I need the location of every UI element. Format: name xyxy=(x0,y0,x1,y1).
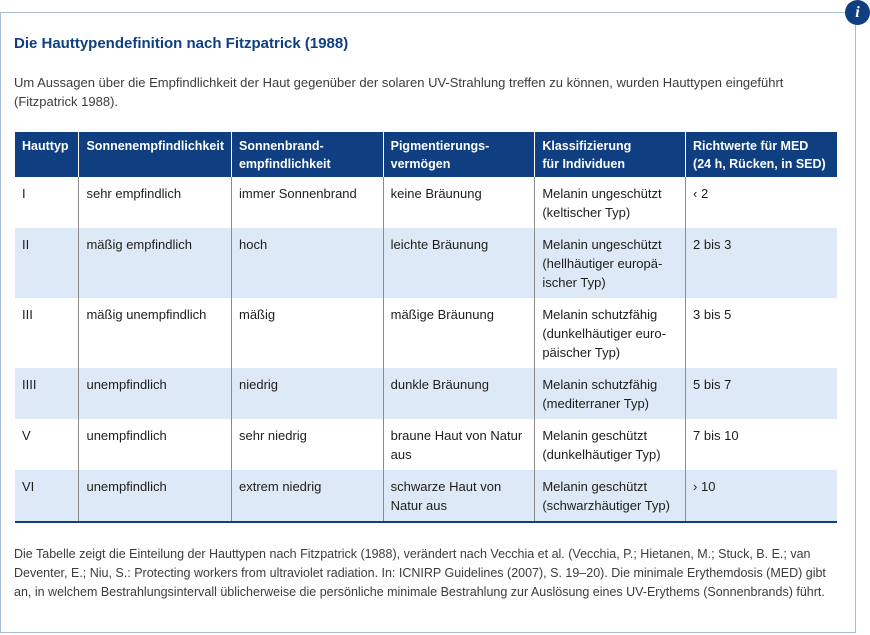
table-header-row xyxy=(15,132,837,177)
table-cell xyxy=(15,470,79,522)
table-cell xyxy=(15,419,79,470)
header-line: Pigmentierungs- xyxy=(390,139,490,153)
cell-line: unempfindlich xyxy=(86,479,167,494)
cell-line: › 10 xyxy=(693,479,716,494)
table-cell xyxy=(383,368,535,419)
cell-line: päischer Typ) xyxy=(542,345,621,360)
table-row xyxy=(15,419,837,470)
header-line: für Individuen xyxy=(542,157,625,171)
table-cell xyxy=(686,177,837,228)
cell-line: leichte Bräunung xyxy=(390,237,489,252)
table-cell xyxy=(79,228,232,298)
header-line: Klassifizierung xyxy=(542,139,632,153)
table-row xyxy=(15,470,837,522)
cell-line: (dunkelhäutiger euro- xyxy=(542,326,666,341)
header-line: vermögen xyxy=(390,157,451,171)
cell-line: 7 bis 10 xyxy=(693,428,739,443)
table-cell xyxy=(535,470,686,522)
cell-line: II xyxy=(22,237,30,252)
table-cell xyxy=(686,419,837,470)
table-cell xyxy=(686,298,837,368)
table-cell xyxy=(15,298,79,368)
cell-line: braune Haut von Natur xyxy=(390,428,523,443)
cell-line: Melanin geschützt xyxy=(542,479,648,494)
table-cell xyxy=(535,177,686,228)
table-header-cell xyxy=(15,132,79,177)
cell-line: Melanin geschützt xyxy=(542,428,648,443)
cell-line: mäßig empfindlich xyxy=(86,237,192,252)
table-cell xyxy=(383,470,535,522)
table-cell xyxy=(383,177,535,228)
cell-line: V xyxy=(22,428,31,443)
table-cell xyxy=(686,228,837,298)
cell-line: VI xyxy=(22,479,35,494)
cell-line: mäßig xyxy=(238,307,276,322)
header-line: Hauttyp xyxy=(22,139,69,153)
cell-line: mäßige Bräunung xyxy=(390,307,494,322)
cell-line: sehr empfindlich xyxy=(86,186,182,201)
cell-line: keine Bräunung xyxy=(390,186,482,201)
cell-line: unempfindlich xyxy=(86,377,167,392)
cell-line: (hellhäutiger europä- xyxy=(542,256,663,271)
table-cell xyxy=(535,368,686,419)
table-cell xyxy=(231,368,383,419)
table-cell xyxy=(79,419,232,470)
cell-line: ‹ 2 xyxy=(693,186,709,201)
cell-line: 5 bis 7 xyxy=(693,377,732,392)
table-cell xyxy=(15,228,79,298)
table-cell xyxy=(231,177,383,228)
table-row xyxy=(15,368,837,419)
table-cell xyxy=(535,298,686,368)
table-header-cell xyxy=(79,132,232,177)
header-line: empfindlichkeit xyxy=(238,157,331,171)
cell-line: Natur aus xyxy=(390,498,447,513)
cell-line: immer Sonnenbrand xyxy=(238,186,357,201)
header-line: Sonnenbrand- xyxy=(238,139,324,153)
cell-line: (mediterraner Typ) xyxy=(542,396,650,411)
table-cell xyxy=(383,228,535,298)
table-cell xyxy=(686,470,837,522)
cell-line: Melanin schutzfähig xyxy=(542,377,658,392)
table-cell xyxy=(79,470,232,522)
table-cell xyxy=(231,470,383,522)
cell-line: sehr niedrig xyxy=(238,428,307,443)
table-cell xyxy=(535,228,686,298)
table-cell xyxy=(79,177,232,228)
table-cell xyxy=(79,368,232,419)
intro-text: Um Aussagen über die Empfindlichkeit der Haut gegenüber der solaren UV-Strahlung treffen zu können, wurden Hauttypen eingeführt (Fitzpatrick 1988). xyxy=(14,75,784,109)
table-cell xyxy=(535,419,686,470)
cell-line: hoch xyxy=(238,237,268,252)
cell-line: I xyxy=(22,186,26,201)
cell-line: schwarze Haut von xyxy=(390,479,502,494)
cell-line: dunkle Bräunung xyxy=(390,377,489,392)
cell-line: Melanin ungeschützt xyxy=(542,186,662,201)
cell-line: niedrig xyxy=(238,377,279,392)
cell-line: (keltischer Typ) xyxy=(542,205,631,220)
header-line: (24 h, Rücken, in SED) xyxy=(693,157,826,171)
cell-line: Melanin schutzfähig xyxy=(542,307,658,322)
table-cell xyxy=(231,228,383,298)
table-cell xyxy=(383,419,535,470)
cell-line: IIII xyxy=(22,377,37,392)
cell-line: (dunkelhäutiger Typ) xyxy=(542,447,661,462)
info-icon: i xyxy=(845,0,870,25)
cell-line: mäßig unempfindlich xyxy=(86,307,207,322)
table-header-cell xyxy=(383,132,535,177)
table-header-cell xyxy=(231,132,383,177)
table-row xyxy=(15,177,837,228)
header-line: Richtwerte für MED xyxy=(693,139,809,153)
table-cell xyxy=(686,368,837,419)
table-row xyxy=(15,228,837,298)
header-line: Sonnenempfindlichkeit xyxy=(86,139,224,153)
table-cell xyxy=(231,298,383,368)
footnote-text: Die Tabelle zeigt die Einteilung der Hauttypen nach Fitzpatrick (1988), verändert nach Vecchia et al. (Vecchia, P.; Hietanen, M.; Stuck, B. E.; van Deventer, E.; Niu, S.: Protecting workers from ultraviolet radiation. In: ICNIRP Guidelines (2007), S. 19–20). Die minimale Erythemdosis (MED) gibt an, in welchem Bestrahlungsintervall üblicherweise die persönliche minimale Bestrahlung zur Auslösung eines UV-Erythems (Sonnenbrands) führt. xyxy=(14,547,826,599)
table-cell xyxy=(15,177,79,228)
cell-line: extrem niedrig xyxy=(238,479,322,494)
cell-line: (schwarzhäutiger Typ) xyxy=(542,498,670,513)
table-header-cell xyxy=(535,132,686,177)
box-title: Die Hauttypendefinition nach Fitzpatrick (1988) xyxy=(14,35,349,52)
cell-line: 2 bis 3 xyxy=(693,237,732,252)
cell-line: ischer Typ) xyxy=(542,275,606,290)
table-cell xyxy=(231,419,383,470)
cell-line: aus xyxy=(390,447,412,462)
table-row xyxy=(15,298,837,368)
cell-line: unempfindlich xyxy=(86,428,167,443)
table-header-cell xyxy=(686,132,837,177)
cell-line: III xyxy=(22,307,33,322)
cell-line: 3 bis 5 xyxy=(693,307,732,322)
skin-type-table xyxy=(15,132,837,523)
table-cell xyxy=(383,298,535,368)
cell-line: Melanin ungeschützt xyxy=(542,237,662,252)
table-cell xyxy=(15,368,79,419)
table-cell xyxy=(79,298,232,368)
